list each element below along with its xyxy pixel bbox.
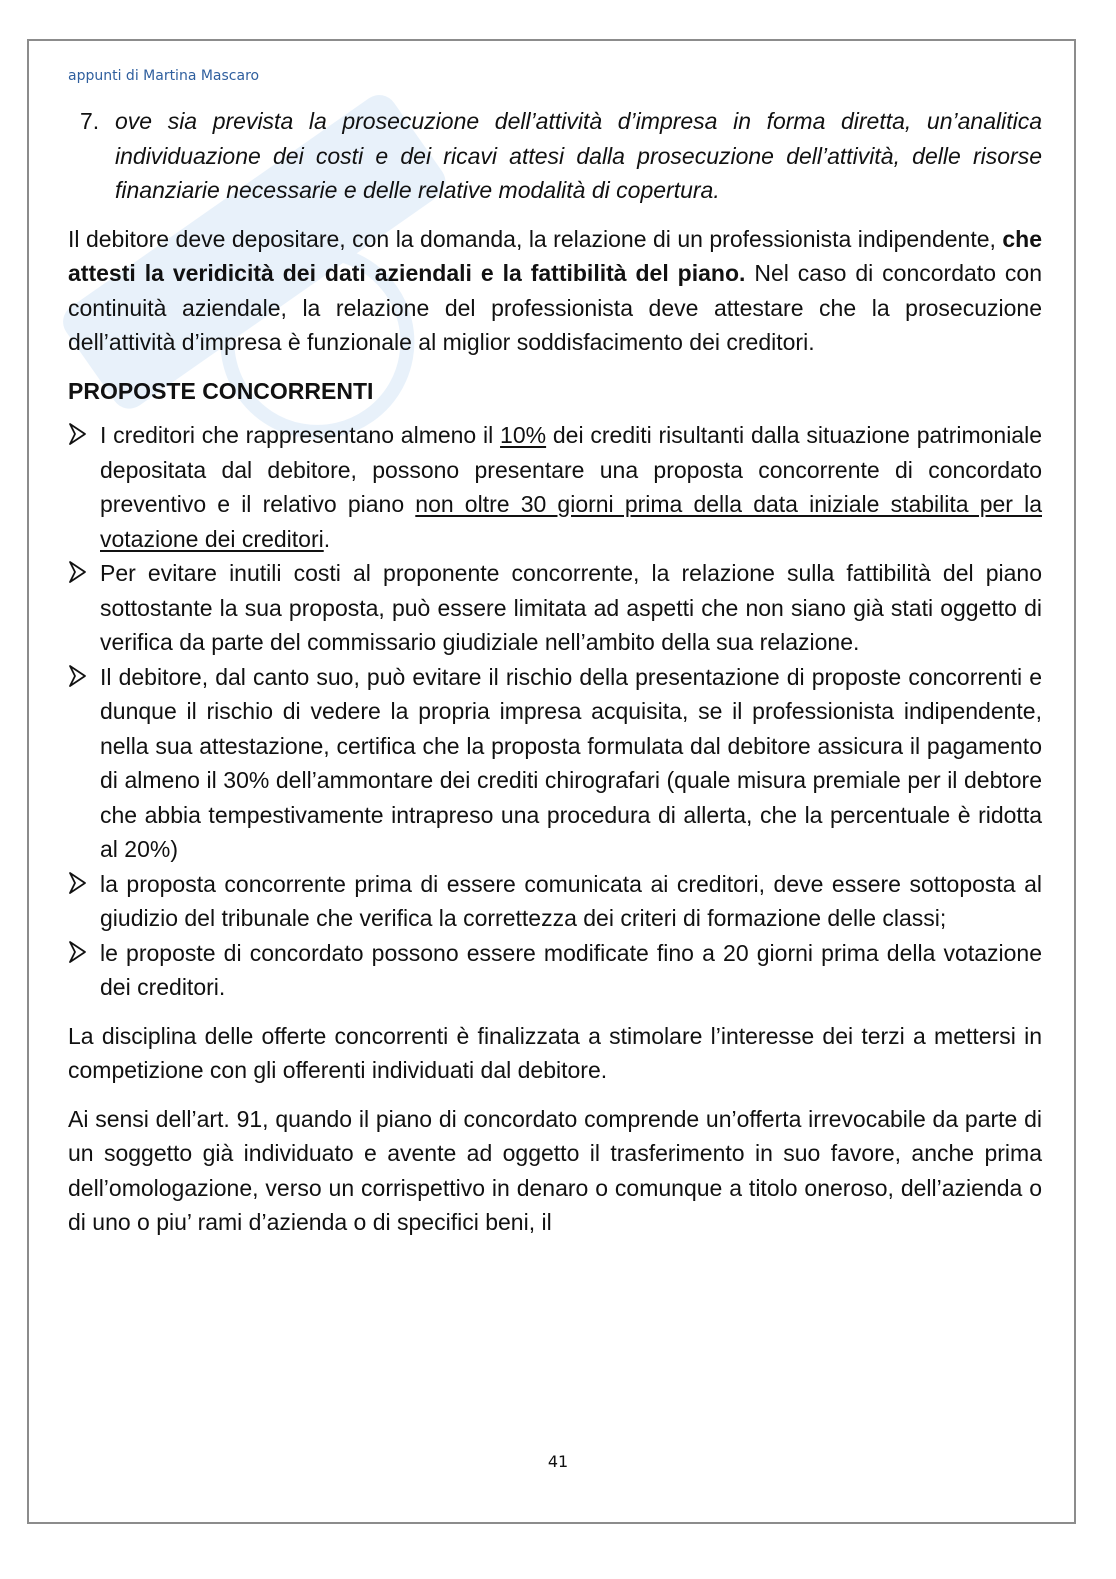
paragraph-relazione xyxy=(68,222,1042,360)
paragraph-art91: Ai sensi dell’art. 91, quando il piano di concordato comprende un’offerta irrevocabile da parte di un soggetto già individuato e avente ad oggetto il trasferimento in suo favore, anche prima dell’omologazione, verso un corrispettivo in denaro o comunque a titolo oneroso, dell’azienda o di uno o piu’ rami d’azienda o di specifici beni, il xyxy=(68,1105,1042,1235)
arrow-bullet-icon xyxy=(68,664,88,688)
list-text: dei crediti risultanti dalla situazione patrimoniale depositata dal debitore, possono presentare una proposta concorrente di concordato preventivo e il relativo piano xyxy=(100,422,1043,517)
list-text: la proposta concorrente prima di essere comunicata ai creditori, deve essere sottoposta al giudizio del tribunale che verifica la correttezza dei criteri di formazione delle classi; xyxy=(100,870,1042,931)
list-item xyxy=(68,660,1042,867)
paragraph-offerte: La disciplina delle offerte concorrenti è finalizzata a stimolare l’interesse dei terzi a mettersi in competizione con gli offerenti individuati dal debitore. xyxy=(68,1022,1042,1083)
arrow-bullet-icon xyxy=(68,560,88,584)
list-text: . xyxy=(323,525,331,552)
arrow-bullet-icon xyxy=(68,871,88,895)
bold-text: che attesti la veridicità dei dati aziendali e la fattibilità del piano. xyxy=(68,225,1042,286)
list-item xyxy=(68,936,1042,1005)
document-body xyxy=(68,104,1042,1240)
list-text: le proposte di concordato possono essere modificate fino a 20 giorni prima della votazione dei creditori. xyxy=(100,939,1042,1000)
bullet-list xyxy=(68,418,1042,1005)
arrow-bullet-icon xyxy=(68,940,88,964)
arrow-bullet-icon xyxy=(68,422,88,446)
paragraph-text: Il debitore deve depositare, con la domanda, la relazione di un professionista indipendente, xyxy=(68,225,1003,252)
paragraph-text: Nel caso di concordato con continuità aziendale, la relazione del professionista deve attestare che la prosecuzione dell’attività d’impresa è funzionale al miglior soddisfacimento dei creditori. xyxy=(68,260,1043,355)
page-number: 41 xyxy=(547,1452,569,1471)
item-number: 7. xyxy=(80,108,100,134)
list-text: Per evitare inutili costi al proponente concorrente, la relazione sulla fattibilità del piano sottostante la sua proposta, può essere limitata ad aspetti che non siano già stati oggetto di verifica da parte del commissario giudiziale nell’ambito della sua relazione. xyxy=(100,560,1042,655)
list-text: I creditori che rappresentano almeno il xyxy=(100,422,501,448)
item-text: ove sia prevista la prosecuzione dell’attività d’impresa in forma diretta, un’analitica individuazione dei costi e dei ricavi attesi dalla prosecuzione dell’attività, delle risorse finanziarie necessarie e delle relative modalità di copertura. xyxy=(115,108,1042,203)
numbered-item-7 xyxy=(68,104,1042,208)
list-text: Il debitore, dal canto suo, può evitare il rischio della presentazione di proposte concorrenti e dunque il rischio di vedere la propria impresa acquisita, se il professionista indipendente, nella sua attestazione, certifica che la proposta formulata dal debitore assicura il pagamento di almeno il 30% dell’ammontare dei crediti chirografari (quale misura premiale per il debtore che abbia tempestivamente intrapreso una procedura di allerta, che la percentuale è ridotta al 20%) xyxy=(100,663,1042,862)
list-item xyxy=(68,418,1042,556)
list-item xyxy=(68,867,1042,936)
underlined-text: non oltre 30 giorni prima della data iniziale stabilita per la votazione dei creditori xyxy=(100,491,1042,552)
list-item xyxy=(68,556,1042,660)
underlined-text: 10% xyxy=(500,422,547,448)
section-title: PROPOSTE CONCORRENTI xyxy=(68,377,374,404)
page-header: appunti di Martina Mascaro xyxy=(68,68,260,84)
